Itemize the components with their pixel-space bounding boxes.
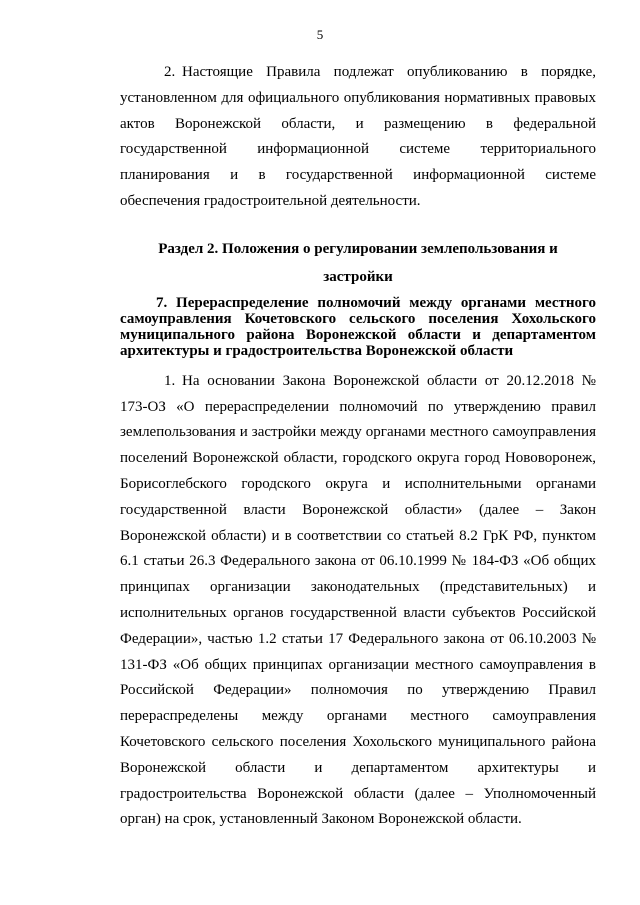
section-heading: Раздел 2. Положения о регулировании землепользования и застройки	[158, 240, 558, 285]
paragraph-2	[120, 60, 596, 215]
paragraph-1	[120, 369, 596, 833]
paragraph-2-text: Настоящие Правила подлежат опубликованию в порядке, установленном для официального опубликования нормативных правовых актов Воронежской области, и размещению в федеральной государственной информационной системе территориального планирования и в государственной информационной системе обеспечения градостроительной деятельности.	[120, 64, 596, 209]
document-body	[120, 60, 596, 833]
paragraph-2-number: 2.	[164, 64, 176, 80]
paragraph-1-number: 1.	[164, 372, 176, 389]
page-number: 5	[316, 27, 324, 42]
article-heading: 7. Перераспределение полномочий между органами местного самоуправления Кочетовского сельского поселения Хохольского муниципального района Воронежской области и департаментом архитектуры и градостроительства Воронежской области	[120, 294, 596, 359]
paragraph-1-text: На основании Закона Воронежской области от 20.12.2018 № 173-ОЗ «О перераспределении полномочий по утверждению правил землепользования и застройки между органами местного самоуправления поселений Воронежской области, городского округа город Нововоронеж, Борисоглебского городского округа и исполнительными органами государственной власти Воронежской области» (далее – Закон Воронежской области) и в соответствии со статьей 8.2 ГрК РФ, пунктом 6.1 статьи 26.3 Федерального закона от 06.10.1999 № 184-ФЗ «Об общих принципах организации законодательных (представительных) и исполнительных органов государственной власти субъектов Российской Федерации», частью 1.2 статьи 17 Федерального закона от 06.10.2003 № 131-ФЗ «Об общих принципах организации местного самоуправления в Российской Федерации» полномочия по утверждению Правил перераспределены между органами местного самоуправления Кочетовского сельского поселения Хохольского муниципального района Воронежской области и департаментом архитектуры и градостроительства Воронежской области (далее – Уполномоченный орган) на срок, установленный Законом Воронежской области.	[120, 372, 596, 828]
